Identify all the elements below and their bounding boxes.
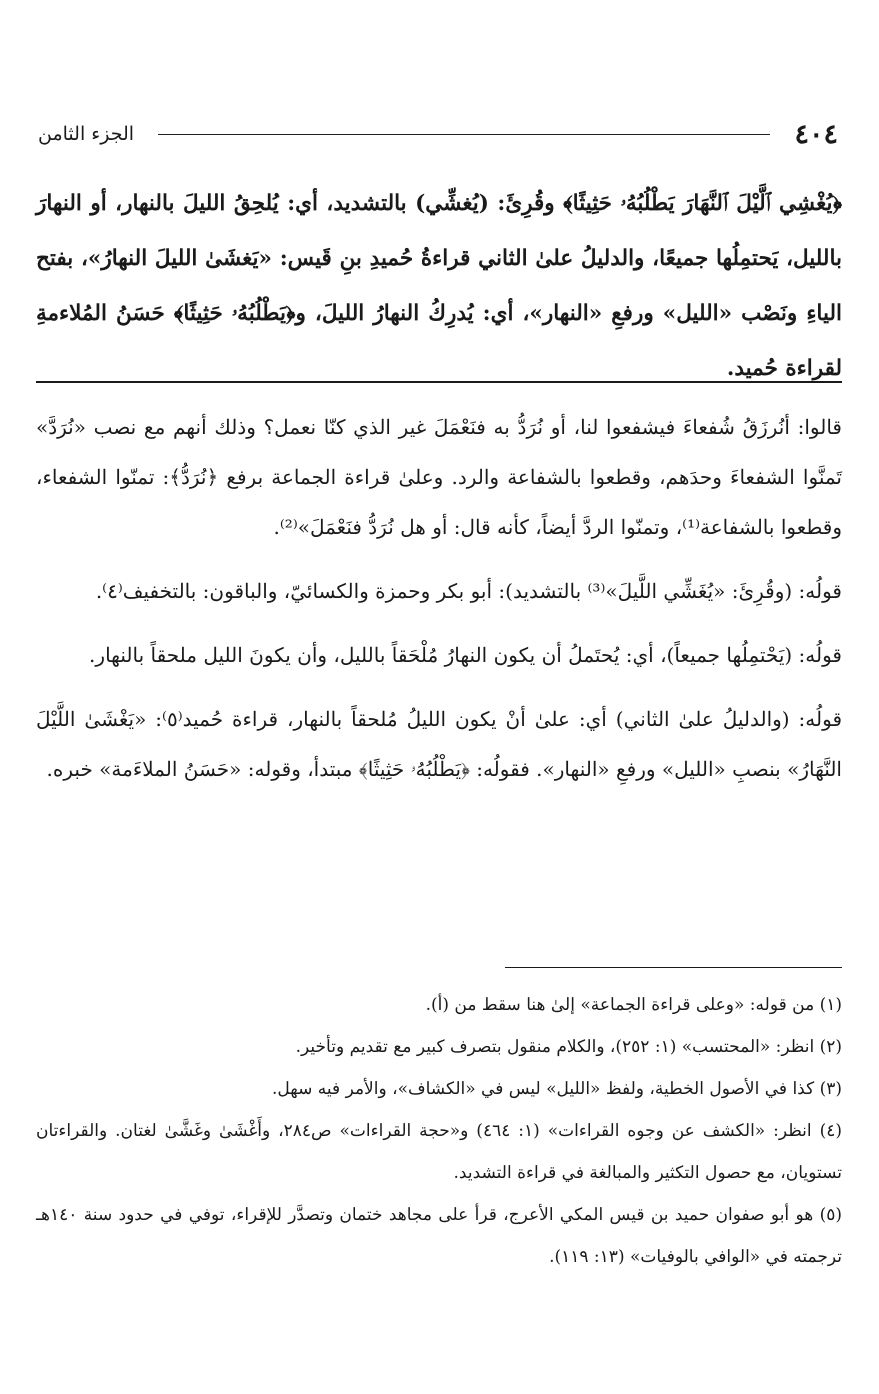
footnote-rule [505, 967, 842, 968]
text-separator-rule [36, 381, 842, 383]
footnotes [36, 984, 842, 1278]
commentary-paragraph: قولُه: (وقُرِئَ: «يُغَشِّي اللَّيلَ»⁽³⁾ بالتشديد): أبو بكر وحمزة والكسائيّ، والباقون: بالتخفيف⁽٤⁾. [95, 579, 842, 603]
footnote: (٤) انظر: «الكشف عن وجوه القراءات» (١: ٤٦٤) و«حجة القراءات» ص٢٨٤، وأَغْشَىٰ وغَشَّىٰ لغتان. والقراءتان تستويان، مع حصول التكثير والمبالغة في قراءة التشديد. [36, 1121, 842, 1183]
footnote: (٥) هو أبو صفوان حميد بن قيس المكي الأعرج، قرأ على مجاهد ختمان وتصدَّر للإقراء، توفي في حدود سنة ١٤٠هـ ترجمته في «الوافي بالوفيات» (١٣: ١١٩). [36, 1205, 842, 1267]
part-title: الجزء الثامن [38, 123, 135, 145]
commentary-paragraph: قولُه: (يَحْتمِلُها جميعاً)، أي: يُحتَملُ أن يكون النهارُ مُلْحَقاً بالليل، وأن يكونَ الليل ملحقاً بالنهار. [89, 643, 842, 667]
footnote: (٢) انظر: «المحتسب» (١: ٢٥٢)، والكلام منقول بتصرف كبير مع تقديم وتأخير. [295, 1037, 842, 1057]
running-header [38, 112, 838, 156]
commentary-paragraph: قولُه: (والدليلُ علىٰ الثاني) أي: علىٰ أنْ يكون الليلُ مُلحقاً بالنهار، قراءة حُميد⁽٥⁾: «يَغْشَىٰ اللَّيْلَ النَّهَارُ» بنصبِ «الليل» ورفعِ «النهار». فقولُه: ﴿يَطْلُبُهُۥ حَثِيثًا﴾ مبتدأ، وقوله: «حَسَنُ الملاءَمة» خبره. [36, 707, 843, 781]
main-text [36, 176, 842, 396]
header-rule [158, 134, 770, 135]
commentary [36, 402, 842, 808]
commentary-paragraph: قالوا: أنُرزَقُ شُفعاءَ فيشفعوا لنا، أو نُرَدُّ به فنَعْمَلَ غير الذي كنّا نعمل؟ وذلك أنهم مع نصب «نُرَدَّ» تَمنَّوا الشفعاءَ وحدَهم، وقطعوا بالشفاعة والرد. وعلىٰ قراءة الجماعة برفع ﴿نُرَدُّ﴾: تمنّوا الشفعاء، وقطعوا بالشفاعة⁽¹⁾، وتمنّوا الردَّ أيضاً، كأنه قال: أو هل نُرَدُّ فنَعْمَلَ»⁽²⁾. [36, 415, 842, 539]
footnote: (١) من قوله: «وعلى قراءة الجماعة» إلىٰ هنا سقط من (أ). [425, 995, 842, 1015]
footnote: (٣) كذا في الأصول الخطية، ولفظ «الليل» ليس في «الكشاف»، والأمر فيه سهل. [272, 1079, 842, 1099]
main-text-paragraph: ﴿يُغْشِي ٱلَّيْلَ ٱلنَّهَارَ يَطْلُبُهُۥ حَثِيثًا﴾ وقُرِئَ: (يُغشِّي) بالتشديد، أي: يُلحِقُ الليلَ بالنهار، أو النهارَ بالليل، يَحتمِلُها جميعًا، والدليلُ علىٰ الثاني قراءةُ حُميدِ بنِ قَيس: «يَغشَىٰ الليلَ النهارُ»، بفتح الياءِ ونَصْب «الليل» ورفعِ «النهار»، أي: يُدرِكُ النهارُ الليلَ، و﴿يَطْلُبُهُۥ حَثِيثًا﴾ حَسَنُ المُلاءمةِ لقراءة حُميد. [36, 191, 842, 381]
page-number: ٤٠٤ [794, 118, 838, 150]
